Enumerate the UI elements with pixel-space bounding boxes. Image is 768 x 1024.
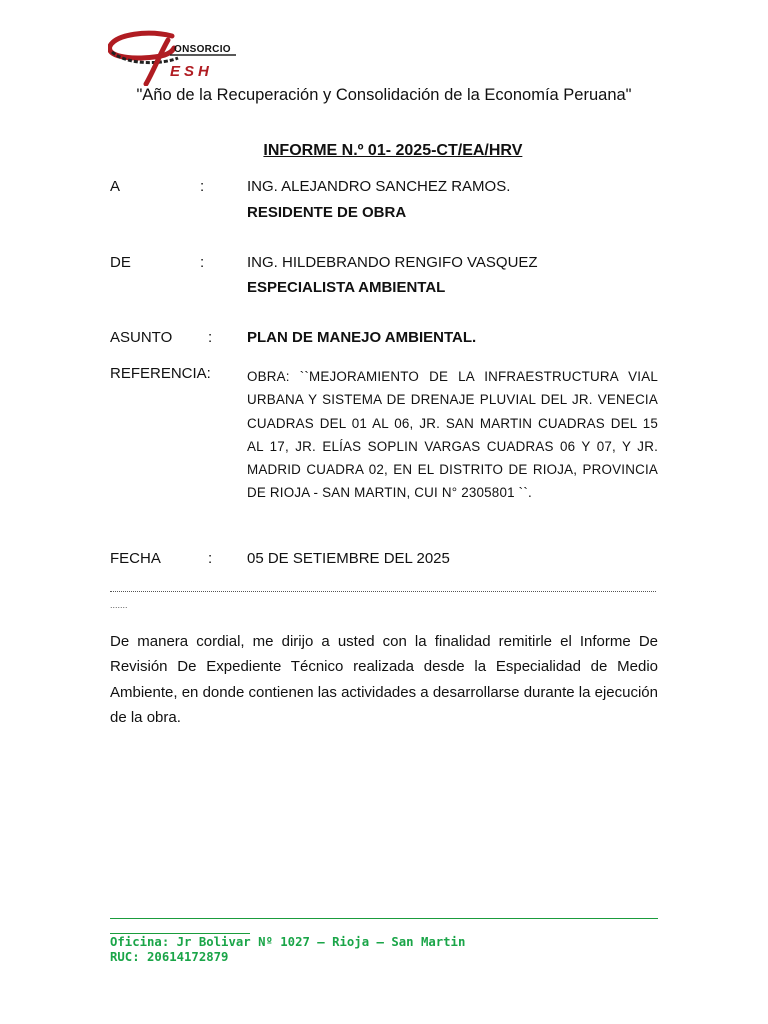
report-title: [0, 142, 768, 160]
from-colon: :: [200, 254, 205, 271]
to-label: A: [110, 178, 121, 195]
footer-ruc: RUC: 20614172879: [110, 950, 229, 964]
body-paragraph: De manera cordial, me dirijo a usted con la finalidad remitirle el Informe De Revisión De Expediente Técnico realizada desde la Especialidad de Medio Ambiente, en donde contienen las actividades a desarrollarse durante la ejecución de la obra.: [110, 633, 658, 726]
footer-rule-short: [110, 933, 250, 934]
company-logo: [108, 30, 238, 86]
date-label: FECHA: [110, 550, 161, 567]
to-colon: :: [200, 178, 205, 195]
from-label: DE: [110, 254, 131, 271]
date-value: 05 DE SETIEMBRE DEL 2025: [247, 550, 450, 567]
logo-word-esh: ESH: [170, 63, 213, 80]
dotted-separator-tail: .......: [110, 600, 128, 610]
subject-colon: :: [208, 329, 213, 346]
subject-value: PLAN DE MANEJO AMBIENTAL.: [247, 329, 477, 346]
dotted-separator: [110, 591, 656, 594]
to-role: RESIDENTE DE OBRA: [247, 204, 407, 221]
subject-label: ASUNTO: [110, 329, 173, 346]
report-title-text: INFORME N.º 01- 2025-CT/EA/HRV: [263, 142, 523, 159]
reference-value: OBRA: ``MEJORAMIENTO DE LA INFRAESTRUCTURA VIAL URBANA Y SISTEMA DE DRENAJE PLUVIAL DEL JR. VENECIA CUADRAS DEL 01 AL 06, JR. SAN MARTIN CUADRAS DEL 15 AL 17, JR. ELÍAS SOPLIN VARGAS CUADRAS 06 Y 07, Y JR. MADRID CUADRA 02, EN EL DISTRITO DE RIOJA, PROVINCIA DE RIOJA - SAN MARTIN, CUI N° 2305801 ``.: [247, 369, 658, 501]
reference-label: REFERENCIA:: [110, 365, 211, 382]
logo-word-consorcio: ONSORCIO: [174, 44, 231, 55]
year-motto: "Año de la Recuperación y Consolidación de la Economía Peruana": [136, 86, 632, 104]
from-name: ING. HILDEBRANDO RENGIFO VASQUEZ: [247, 254, 538, 271]
from-role: ESPECIALISTA AMBIENTAL: [247, 279, 446, 296]
footer-office: Oficina: Jr Bolivar Nº 1027 – Rioja – San Martin: [110, 935, 466, 949]
date-colon: :: [208, 550, 213, 567]
to-name: ING. ALEJANDRO SANCHEZ RAMOS.: [247, 178, 511, 195]
footer-rule: [110, 918, 658, 919]
